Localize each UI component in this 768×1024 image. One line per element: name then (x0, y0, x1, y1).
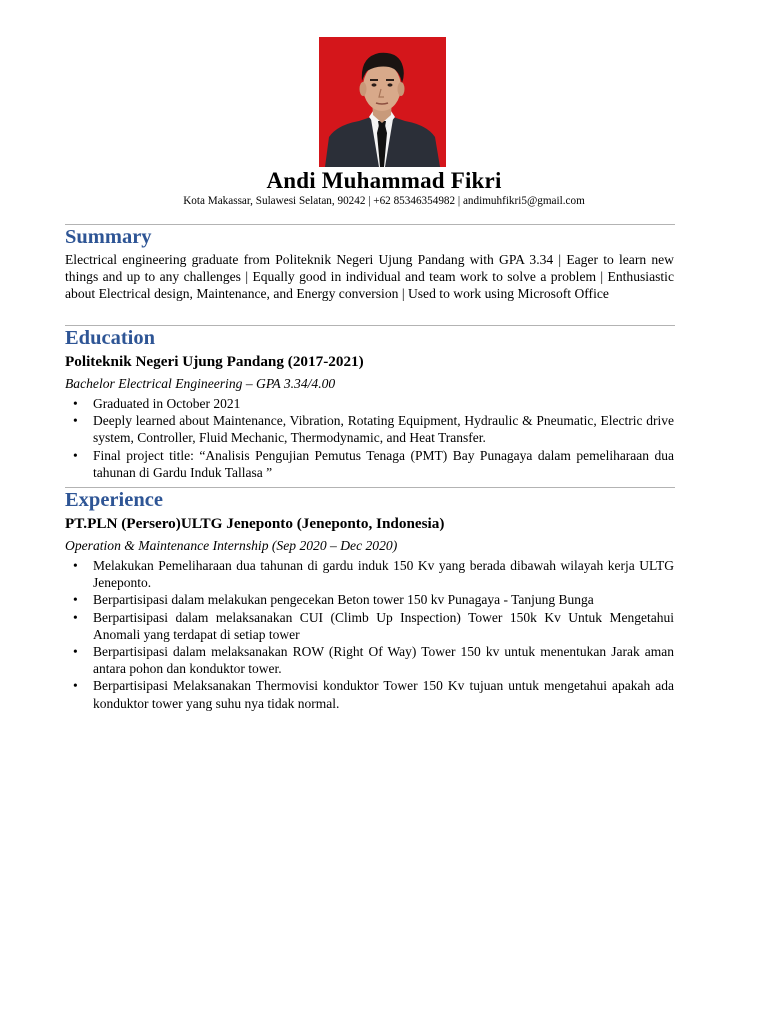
experience-bullets (65, 557, 674, 712)
bullet-icon: • (73, 644, 78, 660)
summary-text: Electrical engineering graduate from Politeknik Negeri Ujung Pandang with GPA 3.34 | Eager to learn new things and up to any challenges | Equally good in individual and team work to solve a problem | Enthusiastic about Electrical design, Maintenance, and Energy conversion | Used to work using Microsoft Office (65, 252, 674, 302)
bullet-icon: • (73, 396, 78, 411)
candidate-name: Andi Muhammad Fikri (266, 168, 502, 193)
bullet-icon: • (73, 678, 78, 694)
list-item: • Berpartisipasi Melaksanakan Thermovisi konduktor Tower 150 Kv tujuan untuk mengetahui apakah ada konduktor tower yang suhu nya tidak normal. (73, 678, 674, 711)
list-item: • Melakukan Pemeliharaan dua tahunan di gardu induk 150 Kv yang berada dibawah wilayah kerja ULTG Jeneponto. (73, 558, 674, 591)
section-heading-experience: Experience (65, 489, 163, 511)
contact-info: Kota Makassar, Sulawesi Selatan, 90242 | +62 85346354982 | andimuhfikri5@gmail.com (183, 195, 585, 207)
experience-role: Operation & Maintenance Internship (Sep 2020 – Dec 2020) (65, 538, 398, 553)
education-school: Politeknik Negeri Ujung Pandang (2017-2021) (65, 353, 364, 370)
divider (65, 487, 675, 488)
list-item: • Berpartisipasi dalam melaksanakan CUI (Climb Up Inspection) Tower 150k Kv Untuk Mengetahui Anomali yang terdapat di setiap tower (73, 609, 674, 642)
list-item: • Graduated in October 2021 (73, 396, 241, 411)
education-degree: Bachelor Electrical Engineering – GPA 3.34/4.00 (65, 376, 336, 391)
bullet-icon: • (73, 447, 78, 463)
divider (65, 325, 675, 326)
list-item: • Final project title: “Analisis Pengujian Pemutus Tenaga (PMT) Bay Punagaya dalam pemeliharaan dua tahunan di Gardu Induk Tallasa ” (73, 447, 674, 480)
list-item: • Deeply learned about Maintenance, Vibration, Rotating Equipment, Hydraulic & Pneumatic, Electric drive system, Controller, Fluid Mechanic, Thermodynamic, and Heat Transfer. (73, 413, 674, 446)
section-heading-education: Education (65, 327, 155, 349)
bullet-icon: • (73, 413, 78, 429)
list-item: • Berpartisipasi dalam melaksanakan ROW (Right Of Way) Tower 150 kv untuk menentukan Jarak aman antara pohon dan konduktor tower. (73, 644, 674, 677)
list-item: • Berpartisipasi dalam melakukan pengecekan Beton tower 150 kv Punagaya - Tanjung Bunga (73, 592, 594, 608)
divider (65, 224, 675, 225)
profile-photo (319, 37, 446, 167)
bullet-icon: • (73, 558, 78, 573)
section-heading-summary: Summary (65, 226, 152, 248)
education-bullets (65, 395, 674, 481)
bullet-icon: • (73, 592, 78, 608)
bullet-icon: • (73, 609, 78, 625)
experience-company: PT.PLN (Persero)ULTG Jeneponto (Jeneponto, Indonesia) (65, 515, 445, 532)
